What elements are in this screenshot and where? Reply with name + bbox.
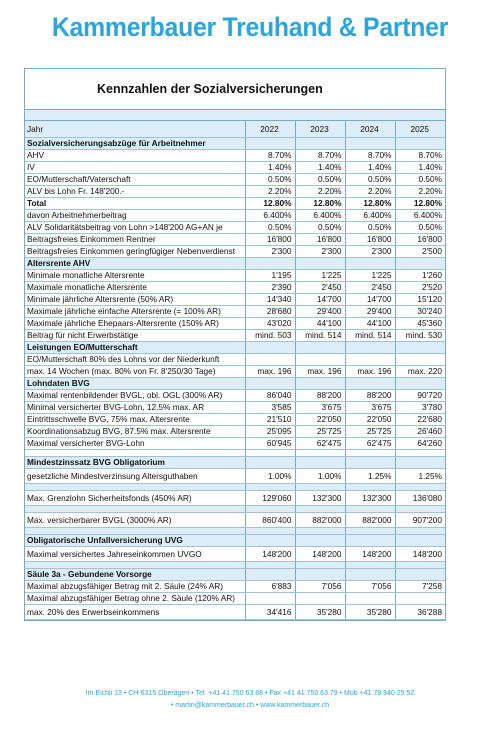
value-cell: 44'100 — [295, 318, 345, 330]
value-cell — [345, 506, 395, 513]
value-cell — [395, 378, 445, 390]
value-cell — [245, 138, 295, 150]
value-cell: 0.50% — [395, 222, 445, 234]
title-spacer-bar — [25, 110, 445, 121]
value-cell: 2.20% — [395, 186, 445, 198]
value-cell: 7'056 — [345, 581, 395, 593]
value-cell — [295, 258, 345, 270]
value-cell: 8.70% — [295, 150, 345, 162]
value-cell — [395, 450, 445, 457]
row-label: Maximal abzugsfähiger Betrag ohne 2. Säule (120% AR) — [25, 593, 245, 605]
value-cell: 16'800 — [395, 234, 445, 246]
value-cell: 2'450 — [295, 282, 345, 294]
value-cell: 16'800 — [295, 234, 345, 246]
value-cell — [245, 342, 295, 354]
value-cell — [395, 569, 445, 581]
row-label: Maximal rentenbildender BVGL, obl. OGL (300% AR) — [25, 390, 245, 402]
value-cell: 136'080 — [395, 491, 445, 506]
table-row — [25, 270, 445, 282]
value-cell: mind. 514 — [345, 330, 395, 342]
value-cell: 30'240 — [395, 306, 445, 318]
value-cell: 36'288 — [395, 605, 445, 620]
value-cell — [245, 457, 295, 469]
value-cell: 0.50% — [295, 222, 345, 234]
value-cell — [245, 593, 295, 605]
section-header-row — [25, 535, 445, 547]
row-label: AHV — [25, 150, 245, 162]
value-cell: 2'300 — [245, 246, 295, 258]
table-row — [25, 330, 445, 342]
value-cell: 0.50% — [345, 174, 395, 186]
value-cell: 1.00% — [245, 469, 295, 484]
value-cell: 86'040 — [245, 390, 295, 402]
value-cell: 8.70% — [395, 150, 445, 162]
table-row — [25, 402, 445, 414]
value-cell: 882'000 — [345, 513, 395, 528]
row-label: Maximal versichertes Jahreseinkommen UVGO — [25, 547, 245, 562]
row-label: Minimal versicherter BVG-Lohn, 12.5% max. AR — [25, 402, 245, 414]
value-cell: 8.70% — [345, 150, 395, 162]
value-cell — [295, 569, 345, 581]
value-cell: 12.80% — [295, 198, 345, 210]
value-cell: 1.40% — [295, 162, 345, 174]
value-cell — [395, 258, 445, 270]
value-cell — [295, 138, 345, 150]
row-label: Eintrittsschwelle BVG, 75% max. Altersrente — [25, 414, 245, 426]
table-row — [25, 366, 445, 378]
value-cell — [245, 506, 295, 513]
value-cell: 29'400 — [345, 306, 395, 318]
spacer-row — [25, 506, 445, 513]
value-cell: 2'450 — [345, 282, 395, 294]
table-row — [25, 581, 445, 593]
row-label: Minimale monatliche Altersrente — [25, 270, 245, 282]
value-cell: max. 196 — [245, 366, 295, 378]
table-row — [25, 438, 445, 450]
value-cell — [345, 569, 395, 581]
value-cell — [395, 506, 445, 513]
spacer-row — [25, 562, 445, 569]
year-header-cell: 2024 — [345, 121, 395, 138]
value-cell — [395, 484, 445, 491]
year-header-row — [25, 121, 445, 138]
value-cell: 1.40% — [345, 162, 395, 174]
value-cell: 25'725 — [295, 426, 345, 438]
value-cell — [295, 535, 345, 547]
value-cell: 3'675 — [345, 402, 395, 414]
value-cell: 148'200 — [345, 547, 395, 562]
value-cell: 0.50% — [395, 174, 445, 186]
value-cell — [345, 138, 395, 150]
row-label: Total — [25, 198, 245, 210]
value-cell — [295, 342, 345, 354]
table-row — [25, 174, 445, 186]
value-cell: 132'300 — [345, 491, 395, 506]
value-cell: mind. 503 — [245, 330, 295, 342]
row-label — [25, 484, 245, 491]
value-cell: 35'280 — [345, 605, 395, 620]
value-cell — [245, 535, 295, 547]
value-cell: 1'260 — [395, 270, 445, 282]
row-label: Obligatorische Unfallversicherung UVG — [25, 535, 245, 547]
row-label: max. 20% des Erwerbseinkommens — [25, 605, 245, 620]
table-row — [25, 426, 445, 438]
value-cell: 34'416 — [245, 605, 295, 620]
table-row — [25, 605, 445, 620]
value-cell: 0.50% — [245, 222, 295, 234]
footer-address: Im Eichli 13 • CH-6315 Oberägeri • Tel. +41 41 750 63 88 • Fax +41 41 750 63 79 • Mob +41 79 340 25 52 — [85, 690, 415, 697]
table-row — [25, 306, 445, 318]
value-cell: 907'200 — [395, 513, 445, 528]
row-label: Beitrag für nicht Erwerbstätige — [25, 330, 245, 342]
row-label — [25, 506, 245, 513]
value-cell: 2'300 — [295, 246, 345, 258]
value-cell — [395, 528, 445, 535]
value-cell — [345, 378, 395, 390]
row-label: Maximale monatliche Altersrente — [25, 282, 245, 294]
value-cell — [345, 450, 395, 457]
row-label: IV — [25, 162, 245, 174]
value-cell: 44'100 — [345, 318, 395, 330]
value-cell: max. 196 — [295, 366, 345, 378]
table-row — [25, 234, 445, 246]
spacer-row — [25, 484, 445, 491]
value-cell: 7'258 — [395, 581, 445, 593]
value-cell — [295, 506, 345, 513]
row-label: Beitragsfreies Einkommen geringfügiger Nebenverdienst — [25, 246, 245, 258]
value-cell: 62'475 — [295, 438, 345, 450]
value-cell: 35'280 — [295, 605, 345, 620]
value-cell: 7'056 — [295, 581, 345, 593]
section-header-row — [25, 258, 445, 270]
value-cell: 882'000 — [295, 513, 345, 528]
value-cell — [295, 450, 345, 457]
row-label: max. 14 Wochen (max. 80% von Fr. 8'250/30 Tage) — [25, 366, 245, 378]
section-header-row — [25, 378, 445, 390]
value-cell — [345, 535, 395, 547]
value-cell — [395, 593, 445, 605]
table-row — [25, 469, 445, 484]
value-cell: 14'700 — [295, 294, 345, 306]
value-cell: 1.00% — [295, 469, 345, 484]
table-row — [25, 222, 445, 234]
value-cell: 132'300 — [295, 491, 345, 506]
value-cell: 2.20% — [345, 186, 395, 198]
value-cell — [345, 528, 395, 535]
value-cell: 60'945 — [245, 438, 295, 450]
value-cell — [395, 138, 445, 150]
row-label: EO/Mutterschaft/Vaterschaft — [25, 174, 245, 186]
value-cell: 25'095 — [245, 426, 295, 438]
row-label: Maximale jährliche Ehepaars-Altersrente (150% AR) — [25, 318, 245, 330]
value-cell: 129'060 — [245, 491, 295, 506]
value-cell — [295, 528, 345, 535]
total-row — [25, 198, 445, 210]
value-cell — [245, 484, 295, 491]
table-row — [25, 318, 445, 330]
value-cell: 6.400% — [395, 210, 445, 222]
row-label: Säule 3a - Gebundene Vorsorge — [25, 569, 245, 581]
value-cell: 6.400% — [245, 210, 295, 222]
row-label: Maximal abzugsfähiger Betrag mit 2. Säule (24% AR) — [25, 581, 245, 593]
kennzahlen-table — [25, 121, 445, 620]
year-header-cell: 2025 — [395, 121, 445, 138]
value-cell — [395, 354, 445, 366]
value-cell: 25'725 — [345, 426, 395, 438]
value-cell — [395, 457, 445, 469]
row-label: Altersrente AHV — [25, 258, 245, 270]
value-cell: 0.50% — [295, 174, 345, 186]
value-cell: 62'475 — [345, 438, 395, 450]
value-cell: 22'680 — [395, 414, 445, 426]
value-cell — [345, 354, 395, 366]
table-row — [25, 390, 445, 402]
company-logo-title: Kammerbauer Treuhand & Partner — [51, 12, 449, 42]
table-row — [25, 354, 445, 366]
table-row — [25, 150, 445, 162]
spacer-row — [25, 528, 445, 535]
table-row — [25, 547, 445, 562]
table-row — [25, 186, 445, 198]
value-cell: mind. 530 — [395, 330, 445, 342]
value-cell — [245, 569, 295, 581]
value-cell: 148'200 — [395, 547, 445, 562]
table-row — [25, 294, 445, 306]
row-label: Sozialversicherungsabzüge für Arbeitnehmer — [25, 138, 245, 150]
value-cell: 16'800 — [245, 234, 295, 246]
row-label: gesetzliche Mindestverzinsung Altersguthaben — [25, 469, 245, 484]
value-cell — [245, 258, 295, 270]
table-row — [25, 282, 445, 294]
value-cell — [295, 354, 345, 366]
row-label — [25, 562, 245, 569]
value-cell: 6.400% — [295, 210, 345, 222]
value-cell: 88'200 — [345, 390, 395, 402]
value-cell: 45'360 — [395, 318, 445, 330]
row-label: ALV Solidaritätsbeitrag von Lohn >148'200 AG+AN je — [25, 222, 245, 234]
value-cell: 90'720 — [395, 390, 445, 402]
value-cell: 0.50% — [345, 222, 395, 234]
value-cell: 2.20% — [295, 186, 345, 198]
value-cell: max. 196 — [345, 366, 395, 378]
value-cell — [245, 562, 295, 569]
row-label: EO/Mutterschaft 80% des Lohns vor der Niederkunft — [25, 354, 245, 366]
value-cell: 6.400% — [345, 210, 395, 222]
value-cell: max. 220 — [395, 366, 445, 378]
value-cell: 29'400 — [295, 306, 345, 318]
row-label: Leistungen EO/Mutterschaft — [25, 342, 245, 354]
row-label: Koordinationsabzug BVG, 87.5% max. Altersrente — [25, 426, 245, 438]
table-row — [25, 162, 445, 174]
value-cell: 148'200 — [295, 547, 345, 562]
row-label — [25, 528, 245, 535]
row-label — [25, 450, 245, 457]
value-cell: 148'200 — [245, 547, 295, 562]
row-label: Maximale jährliche einfache Altersrente (= 100% AR) — [25, 306, 245, 318]
value-cell — [295, 562, 345, 569]
value-cell — [345, 484, 395, 491]
value-cell — [245, 354, 295, 366]
value-cell: 1.40% — [395, 162, 445, 174]
value-cell: 2'300 — [345, 246, 395, 258]
sheet-title: Kennzahlen der Sozialversicherungen — [25, 69, 445, 110]
value-cell: 12.80% — [395, 198, 445, 210]
value-cell — [245, 528, 295, 535]
value-cell: 2'390 — [245, 282, 295, 294]
value-cell: 3'780 — [395, 402, 445, 414]
value-cell: 1.40% — [245, 162, 295, 174]
row-label: Beitragsfreies Einkommen Rentner — [25, 234, 245, 246]
value-cell: 28'680 — [245, 306, 295, 318]
value-cell: 2'500 — [395, 246, 445, 258]
row-label: ALV bis Lohn Fr. 148'200.- — [25, 186, 245, 198]
value-cell: 1.25% — [395, 469, 445, 484]
value-cell — [345, 593, 395, 605]
value-cell — [295, 593, 345, 605]
kennzahlen-sheet — [24, 68, 446, 621]
spacer-row — [25, 450, 445, 457]
value-cell — [345, 562, 395, 569]
table-row — [25, 491, 445, 506]
value-cell: 14'340 — [245, 294, 295, 306]
value-cell — [245, 450, 295, 457]
value-cell: 26'460 — [395, 426, 445, 438]
value-cell: 0.50% — [245, 174, 295, 186]
value-cell: 1'195 — [245, 270, 295, 282]
value-cell: 1.25% — [345, 469, 395, 484]
value-cell: 2'520 — [395, 282, 445, 294]
section-header-row — [25, 342, 445, 354]
row-label: davon Arbeitnehmerbeitrag — [25, 210, 245, 222]
section-header-row — [25, 457, 445, 469]
section-header-row — [25, 569, 445, 581]
value-cell — [395, 562, 445, 569]
year-header-label: Jahr — [25, 121, 245, 138]
value-cell — [245, 378, 295, 390]
value-cell: 3'585 — [245, 402, 295, 414]
value-cell: 8.70% — [245, 150, 295, 162]
table-row — [25, 246, 445, 258]
row-label: Max. versicherbarer BVGL (3000% AR) — [25, 513, 245, 528]
year-header-cell: 2022 — [245, 121, 295, 138]
row-label: Minimale jährliche Altersrente (50% AR) — [25, 294, 245, 306]
value-cell: 22'050 — [295, 414, 345, 426]
row-label: Mindestzinssatz BVG Obligatorium — [25, 457, 245, 469]
value-cell: 15'120 — [395, 294, 445, 306]
value-cell — [295, 378, 345, 390]
value-cell: 88'200 — [295, 390, 345, 402]
value-cell — [395, 535, 445, 547]
value-cell: 16'800 — [345, 234, 395, 246]
value-cell — [395, 342, 445, 354]
table-row — [25, 513, 445, 528]
value-cell: 64'260 — [395, 438, 445, 450]
table-row — [25, 593, 445, 605]
value-cell: 43'020 — [245, 318, 295, 330]
value-cell: mind. 514 — [295, 330, 345, 342]
value-cell — [345, 457, 395, 469]
value-cell: 6'883 — [245, 581, 295, 593]
table-row — [25, 414, 445, 426]
value-cell — [295, 457, 345, 469]
value-cell: 2.20% — [245, 186, 295, 198]
value-cell: 1'225 — [295, 270, 345, 282]
row-label: Lohndaten BVG — [25, 378, 245, 390]
row-label: Maximal versicherter BVG-Lohn — [25, 438, 245, 450]
value-cell: 22'050 — [345, 414, 395, 426]
value-cell: 1'225 — [345, 270, 395, 282]
row-label: Max. Grenzlohn Sicherheitsfonds (450% AR) — [25, 491, 245, 506]
value-cell — [345, 342, 395, 354]
value-cell: 860'400 — [245, 513, 295, 528]
value-cell: 12.80% — [245, 198, 295, 210]
value-cell: 21'510 — [245, 414, 295, 426]
value-cell — [345, 258, 395, 270]
footer-contact: • martin@kammerbauer.ch • www.kammerbauer.ch — [170, 702, 330, 709]
value-cell: 12.80% — [345, 198, 395, 210]
value-cell — [295, 484, 345, 491]
value-cell: 3'675 — [295, 402, 345, 414]
section-header-row — [25, 138, 445, 150]
table-row — [25, 210, 445, 222]
value-cell: 14'700 — [345, 294, 395, 306]
year-header-cell: 2023 — [295, 121, 345, 138]
